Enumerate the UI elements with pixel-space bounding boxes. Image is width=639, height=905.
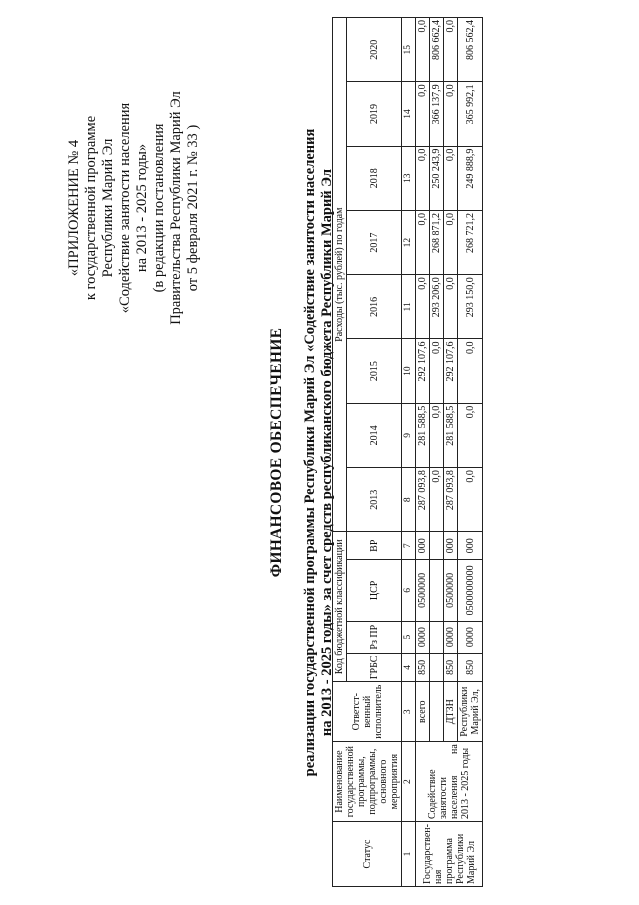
value-cell: 281 588,5: [416, 403, 430, 467]
value-cell: 366 137,9: [430, 82, 444, 146]
value-cell: 806 562,4: [458, 18, 483, 82]
value-cell: 0,0: [444, 210, 458, 274]
title-main: ФИНАНСОВОЕ ОБЕСПЕЧЕНИЕ: [268, 327, 285, 578]
value-cell: 292 107,6: [444, 339, 458, 403]
column-number: 13: [402, 146, 416, 210]
value-cell: 249 888,9: [458, 146, 483, 210]
header-year: 2014: [347, 403, 402, 467]
value-cell: 268 721,2: [458, 210, 483, 274]
column-number: 2: [402, 742, 416, 822]
header-year: 2019: [347, 82, 402, 146]
csr-cell: 0500000: [416, 560, 430, 622]
header-grbs: ГРБС: [347, 653, 402, 682]
column-number: 1: [402, 822, 416, 887]
table-row: [416, 18, 430, 887]
title-sub-line-1: реализации государственной программы Республики Марий Эл «Содействие занятости населения: [302, 128, 318, 777]
financing-table: [332, 17, 483, 887]
header-expenses: Расходы (тыс. рублей) по годам: [333, 18, 347, 532]
header-vr: ВР: [347, 532, 402, 560]
appendix-line: (в редакции постановления: [151, 123, 167, 293]
column-number: 4: [402, 653, 416, 682]
value-cell: 0,0: [416, 82, 430, 146]
value-cell: 292 107,6: [416, 339, 430, 403]
header-year: 2013: [347, 468, 402, 532]
appendix-header: [66, 78, 202, 338]
value-cell: 0,0: [430, 403, 444, 467]
column-number: 14: [402, 82, 416, 146]
value-cell: 0,0: [458, 339, 483, 403]
header-year: 2016: [347, 275, 402, 339]
rz-pr-cell: 0000: [444, 621, 458, 653]
executor-cell: всего: [416, 682, 430, 742]
value-cell: 287 093,8: [444, 468, 458, 532]
column-number-row: [402, 18, 416, 887]
value-cell: 0,0: [444, 275, 458, 339]
value-cell: 0,0: [416, 275, 430, 339]
column-number: 15: [402, 18, 416, 82]
appendix-line: к государственной программе: [83, 115, 99, 301]
vr-cell: 000: [458, 532, 483, 560]
csr-cell: [430, 560, 444, 622]
value-cell: 268 871,2: [430, 210, 444, 274]
column-number: 3: [402, 682, 416, 742]
value-cell: 0,0: [444, 82, 458, 146]
rz-pr-cell: 0000: [458, 621, 483, 653]
column-number: 12: [402, 210, 416, 274]
value-cell: 0,0: [416, 18, 430, 82]
vr-cell: [430, 532, 444, 560]
column-number: 7: [402, 532, 416, 560]
rz-pr-cell: 0000: [416, 621, 430, 653]
value-cell: 0,0: [444, 146, 458, 210]
value-cell: 0,0: [430, 468, 444, 532]
column-number: 8: [402, 468, 416, 532]
column-number: 11: [402, 275, 416, 339]
header-status: Статус: [333, 822, 402, 887]
appendix-line: «Содействие занятости населения: [117, 102, 133, 314]
column-number: 10: [402, 339, 416, 403]
header-year: 2017: [347, 210, 402, 274]
value-cell: 281 588,5: [444, 403, 458, 467]
value-cell: 0,0: [444, 18, 458, 82]
program-name-cell: Содействие занятости населения на 2013 - 2025 годы: [416, 742, 483, 822]
executor-cell: ДТЗН: [444, 682, 458, 742]
header-year: 2020: [347, 18, 402, 82]
value-cell: 0,0: [416, 146, 430, 210]
header-executor: Ответст-венный исполнитель: [333, 682, 402, 742]
value-cell: 287 093,8: [416, 468, 430, 532]
vr-cell: 000: [444, 532, 458, 560]
appendix-line: «ПРИЛОЖЕНИЕ № 4: [66, 139, 82, 277]
appendix-line: Республики Марий Эл: [100, 138, 116, 278]
header-rz-pr: Рз ПР: [347, 621, 402, 653]
header-csr: ЦСР: [347, 560, 402, 622]
title-sub-line-2: на 2013 - 2025 годы» за счет средств республиканского бюджета Республики Марий Эл: [319, 168, 335, 737]
grbs-cell: 850: [444, 653, 458, 682]
appendix-line: Правительства Республики Марий Эл: [168, 91, 184, 325]
grbs-cell: [430, 653, 444, 682]
vr-cell: 000: [416, 532, 430, 560]
value-cell: 250 243,9: [430, 146, 444, 210]
csr-cell: 0500000000: [458, 560, 483, 622]
grbs-cell: 850: [458, 653, 483, 682]
executor-cell: [430, 682, 444, 742]
value-cell: 0,0: [430, 339, 444, 403]
executor-cell: Республики Марий Эл,: [458, 682, 483, 742]
column-number: 5: [402, 621, 416, 653]
appendix-line: от 5 февраля 2021 г. № 33 ): [185, 124, 201, 292]
value-cell: 806 662,4: [430, 18, 444, 82]
header-program-name: Наименование государственной программы, подпрограммы, основного мероприятия: [333, 742, 402, 822]
value-cell: 293 150,0: [458, 275, 483, 339]
document-title: [268, 0, 336, 905]
grbs-cell: 850: [416, 653, 430, 682]
value-cell: 365 992,1: [458, 82, 483, 146]
value-cell: 0,0: [458, 403, 483, 467]
column-number: 6: [402, 560, 416, 622]
value-cell: 293 206,0: [430, 275, 444, 339]
column-number: 9: [402, 403, 416, 467]
header-budget-code: Код бюджетной классификации: [333, 532, 347, 682]
value-cell: 0,0: [458, 468, 483, 532]
rz-pr-cell: [430, 621, 444, 653]
header-year: 2018: [347, 146, 402, 210]
csr-cell: 0500000: [444, 560, 458, 622]
status-cell: Государствен-ная программа Республики Марий Эл: [416, 822, 483, 887]
value-cell: 0,0: [416, 210, 430, 274]
appendix-line: на 2013 - 2025 годы»: [134, 143, 150, 273]
header-year: 2015: [347, 339, 402, 403]
